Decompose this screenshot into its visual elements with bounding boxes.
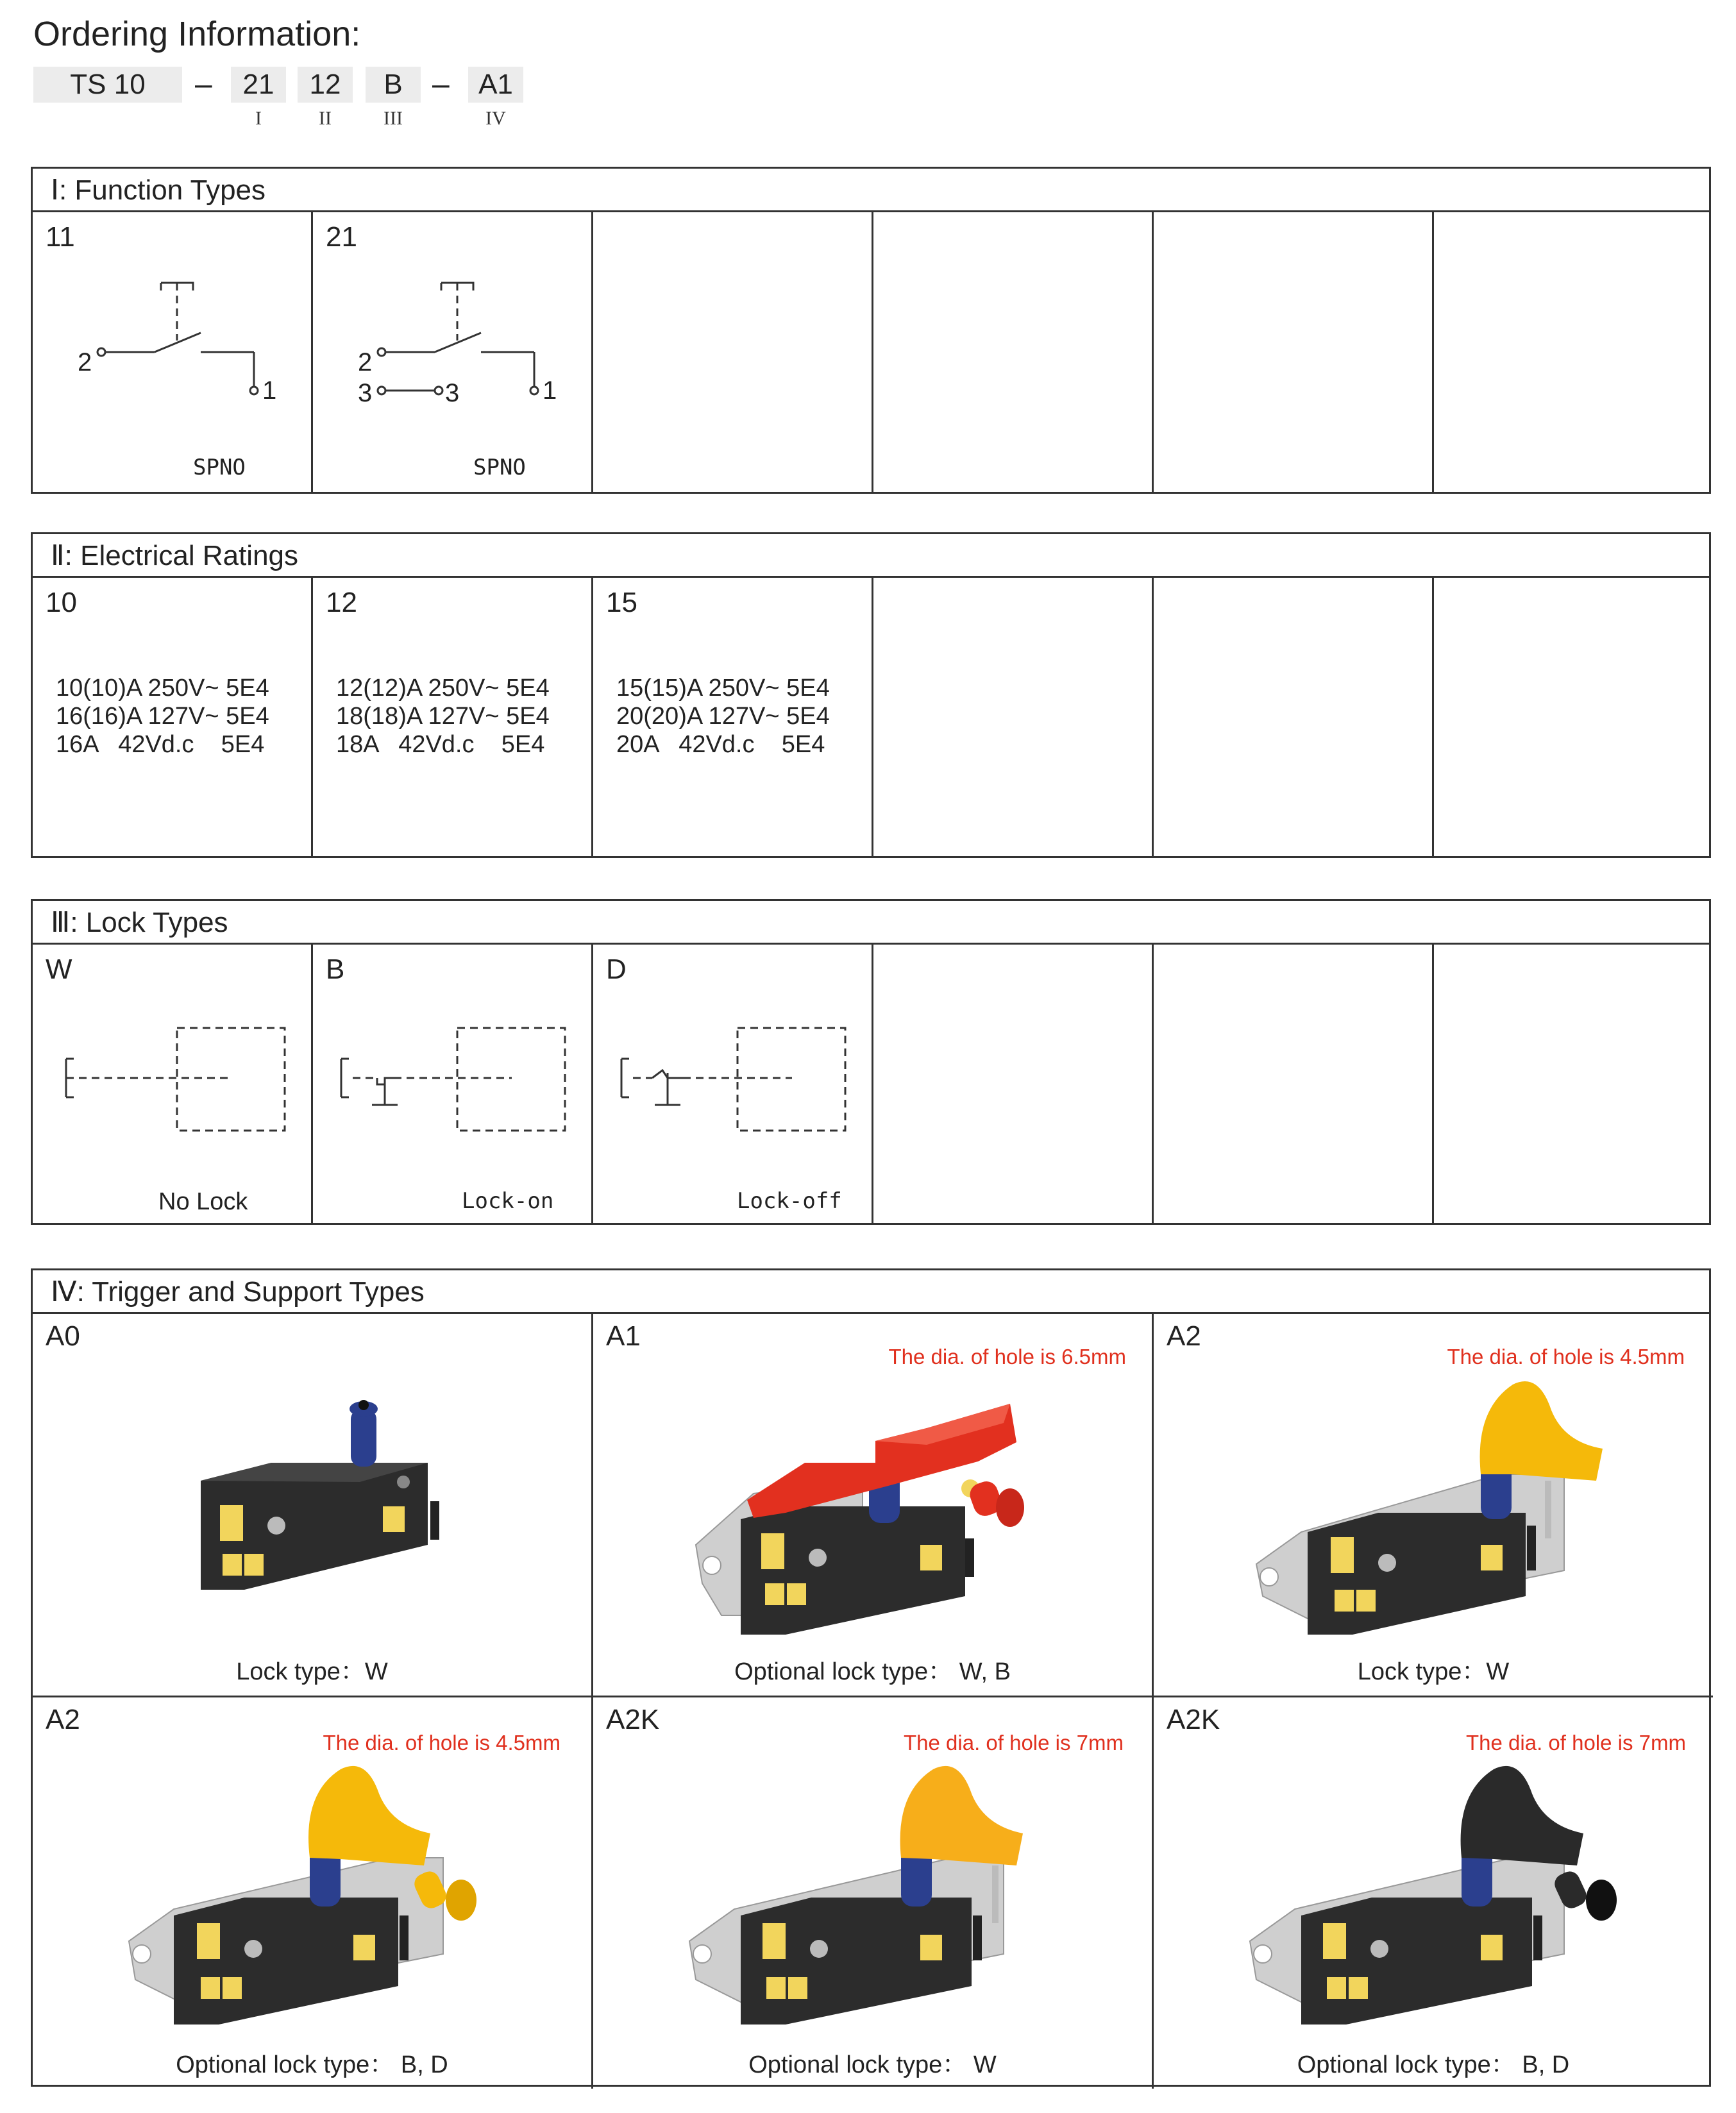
pin-label: 2 — [358, 348, 373, 376]
trigger-code: A2 — [46, 1704, 80, 1735]
roman-2: II — [319, 108, 332, 129]
empty-cell — [1434, 945, 1713, 1223]
lock-label: Lock-off — [737, 1188, 842, 1214]
function-cell-21 — [313, 212, 593, 492]
code-rating: 12 — [298, 67, 353, 103]
trigger-code: A1 — [606, 1320, 641, 1352]
trigger-code: A0 — [46, 1320, 80, 1352]
rating-code: 12 — [326, 587, 357, 618]
pin-label: 2 — [78, 348, 92, 376]
section-heading: Ⅱ: Electrical Ratings — [33, 534, 1709, 578]
hole-note: The dia. of hole is 7mm — [904, 1731, 1124, 1755]
code-dash-2: – — [432, 67, 450, 101]
pin-label: 3 — [445, 379, 460, 407]
rating-cell-10 — [33, 578, 313, 856]
trigger-cell-a2k-w — [593, 1697, 1154, 2089]
lock-on-diagram — [313, 945, 593, 1227]
empty-cell — [1154, 945, 1434, 1223]
empty-cell — [1154, 212, 1434, 492]
section-electrical-ratings — [31, 532, 1711, 858]
switch-a2-bd-image — [33, 1697, 593, 2089]
rating-values: 15(15)A 250V~ 5E4 20(20)A 127V~ 5E4 20A 42Vd.c 5E4 — [616, 675, 830, 758]
function-label: SPNO — [473, 455, 526, 480]
trigger-code: A2K — [1167, 1704, 1220, 1735]
trigger-cell-a0 — [33, 1314, 593, 1697]
roman-4: IV — [485, 108, 506, 129]
pin-label: 3 — [358, 379, 373, 407]
trigger-grid — [33, 1314, 1709, 2085]
code-series: TS 10 — [33, 67, 182, 103]
hole-note: The dia. of hole is 4.5mm — [323, 1731, 560, 1755]
empty-cell — [593, 212, 873, 492]
switch-a2k-bd-image — [1154, 1697, 1713, 2089]
trigger-caption: Optional lock type： B, D — [1297, 2051, 1570, 2078]
empty-cell — [873, 212, 1154, 492]
lock-cell-d — [593, 945, 873, 1223]
rating-values: 12(12)A 250V~ 5E4 18(18)A 127V~ 5E4 18A 42Vd.c 5E4 — [336, 675, 550, 758]
code-lock: B — [366, 67, 421, 103]
section-heading: Ⅳ: Trigger and Support Types — [33, 1270, 1709, 1314]
lock-code: B — [326, 954, 345, 985]
lock-label: No Lock — [158, 1188, 248, 1215]
switch-a2k-w-image — [593, 1697, 1154, 2089]
trigger-cell-a1 — [593, 1314, 1154, 1697]
trigger-caption: Optional lock type： B, D — [176, 2051, 448, 2078]
lock-cell-w — [33, 945, 313, 1223]
hole-note: The dia. of hole is 4.5mm — [1447, 1345, 1685, 1368]
trigger-caption: Optional lock type： W, B — [734, 1658, 1011, 1685]
section-lock-types — [31, 899, 1711, 1225]
switch-a0-image — [33, 1314, 593, 1697]
spno-diagram — [313, 212, 593, 494]
section-heading: Ⅰ: Function Types — [33, 169, 1709, 212]
trigger-cell-a2 — [1154, 1314, 1713, 1697]
lock-code: W — [46, 954, 72, 985]
pin-label: 1 — [543, 376, 557, 405]
rating-code: 15 — [606, 587, 637, 618]
hole-note: The dia. of hole is 6.5mm — [888, 1345, 1126, 1368]
function-label: SPNO — [193, 455, 246, 480]
trigger-cell-a2k-bd — [1154, 1697, 1713, 2089]
trigger-caption: Optional lock type： W — [748, 2051, 997, 2078]
empty-cell — [1434, 212, 1713, 492]
section-heading: Ⅲ: Lock Types — [33, 901, 1709, 945]
hole-note: The dia. of hole is 7mm — [1466, 1731, 1686, 1755]
page-title: Ordering Information: — [33, 15, 361, 53]
pin-label: 1 — [262, 376, 277, 405]
code-function: 21 — [231, 67, 286, 103]
function-code: 21 — [326, 221, 357, 253]
empty-cell — [1434, 578, 1713, 856]
empty-cell — [873, 945, 1154, 1223]
switch-a1-image — [593, 1314, 1154, 1697]
switch-a2-image — [1154, 1314, 1713, 1697]
code-trigger: A1 — [468, 67, 523, 103]
no-lock-diagram — [33, 945, 313, 1227]
section-trigger-types — [31, 1268, 1711, 2087]
empty-cell — [873, 578, 1154, 856]
roman-1: I — [255, 108, 262, 129]
rating-code: 10 — [46, 587, 77, 618]
trigger-code: A2 — [1167, 1320, 1201, 1352]
code-dash-1: – — [195, 67, 212, 101]
rating-cell-15 — [593, 578, 873, 856]
trigger-code: A2K — [606, 1704, 660, 1735]
lock-off-diagram — [593, 945, 873, 1227]
rating-cell-12 — [313, 578, 593, 856]
lock-label: Lock-on — [462, 1188, 554, 1214]
section-function-types — [31, 167, 1711, 494]
function-code: 11 — [46, 221, 75, 253]
spno-diagram — [33, 212, 313, 494]
empty-cell — [1154, 578, 1434, 856]
trigger-caption: Lock type：W — [236, 1658, 388, 1685]
lock-cell-b — [313, 945, 593, 1223]
trigger-cell-a2-bd — [33, 1697, 593, 2089]
trigger-caption: Lock type：W — [1357, 1658, 1510, 1685]
roman-3: III — [383, 108, 403, 129]
rating-values: 10(10)A 250V~ 5E4 16(16)A 127V~ 5E4 16A 42Vd.c 5E4 — [56, 675, 269, 758]
lock-code: D — [606, 954, 627, 985]
function-cell-11 — [33, 212, 313, 492]
